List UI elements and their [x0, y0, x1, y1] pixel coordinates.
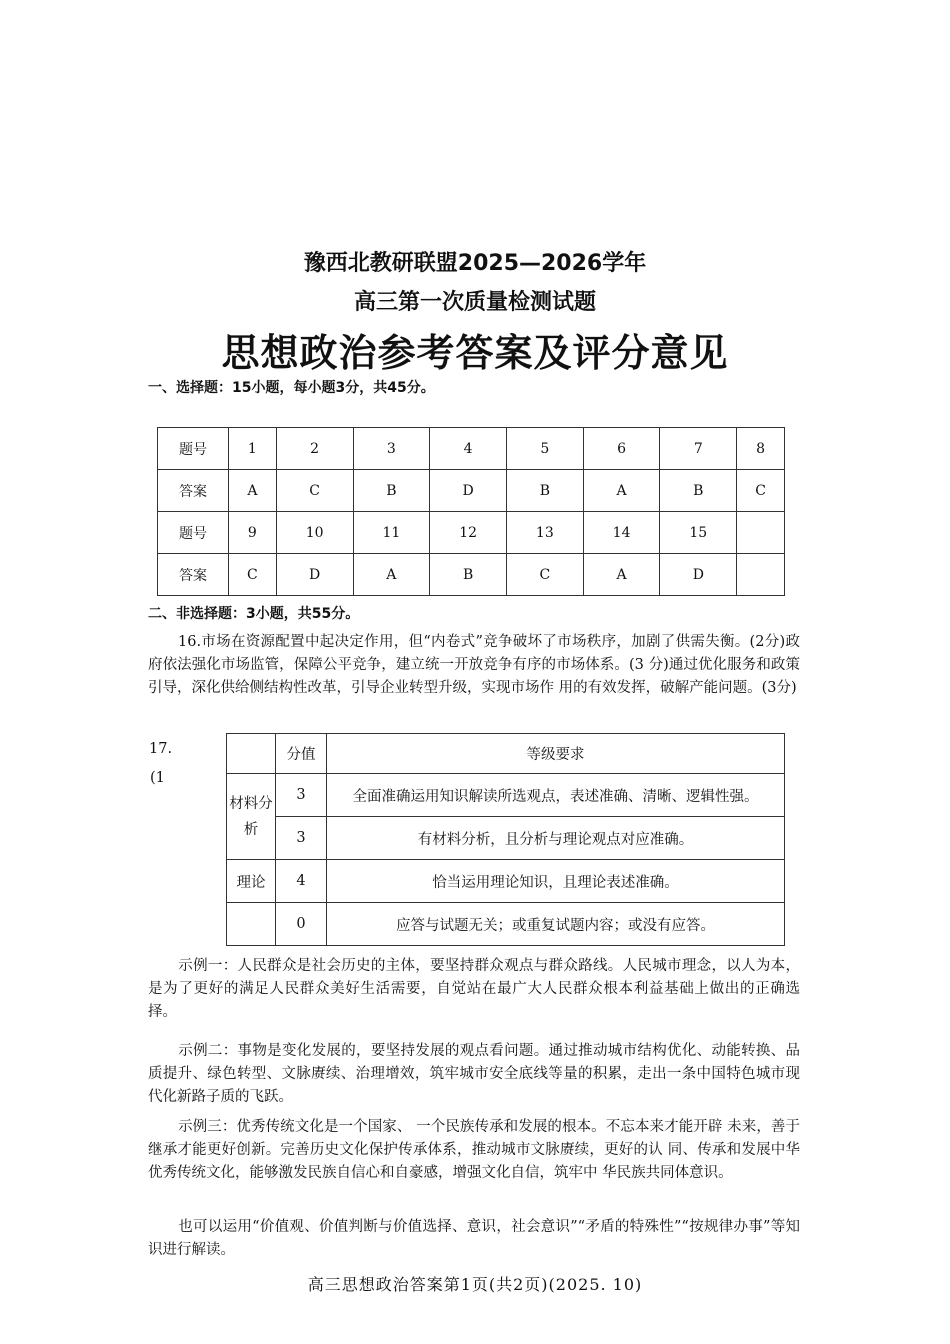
answer-cell: 11: [353, 512, 430, 554]
example-3-text: 示例三：优秀传统文化是一个国家、 一个民族传承和发展的根本。不忘本来才能开辟 未来，善于继承才能更好创新。完善历史文化保护传承体系，推动城市文脉赓续，更好的认 同、传承和发展中华优秀传统文化，能够激发民族自信心和自豪感，增强文化自信，筑牢中 华民族共同体意识。: [148, 1119, 800, 1181]
additional-note-text: 也可以运用“价值观、价值判断与价值选择、意识，社会意识”“矛盾的特殊性”“按规律办事”等知识进行解读。: [148, 1219, 800, 1258]
answer-cell: A: [353, 554, 430, 596]
example-1-text: 示例一：人民群众是社会历史的主体，要坚持群众观点与群众路线。人民城市理念，以人为本，是为了更好的满足人民群众美好生活需要，自觉站在最广大人民群众根本利益基础上做出的正确选择。: [148, 958, 800, 1020]
rubric-requirement: 应答与试题无关；或重复试题内容；或没有应答。: [327, 903, 785, 946]
answer-cell: D: [276, 554, 353, 596]
answer-table-row: [158, 470, 785, 512]
doc-title: 思想政治参考答案及评分意见: [221, 330, 729, 375]
q17-number: 17.: [149, 741, 173, 757]
answer-cell: 8: [737, 428, 785, 470]
answer-cell: [737, 512, 785, 554]
rubric-category-material: 材料分析: [227, 774, 276, 860]
exam-title: 高三第一次质量检测试题: [353, 290, 596, 315]
answer-table-row: [158, 428, 785, 470]
q17-subpart: (1: [150, 770, 165, 786]
answer-cell: 4: [430, 428, 507, 470]
answer-cell: B: [353, 470, 430, 512]
rubric-score: 3: [276, 817, 327, 860]
rubric-requirement: 全面准确运用知识解读所选观点，表述准确、清晰、逻辑性强。: [327, 774, 785, 817]
answer-cell: D: [660, 554, 737, 596]
answer-cell: C: [229, 554, 277, 596]
answer-cell: B: [430, 554, 507, 596]
example-2-text: 示例二：事物是变化发展的，要坚持发展的观点看问题。通过推动城市结构优化、动能转换、品质提升、绿色转型、文脉赓续、治理增效，筑牢城市安全底线等量的积累，走出一条中国特色城市现代化新路子质的飞跃。: [148, 1043, 800, 1105]
row-label: 答案: [158, 554, 229, 596]
row-label: 答案: [158, 470, 229, 512]
answer-cell: 10: [276, 512, 353, 554]
answer-table-row: [158, 554, 785, 596]
example-3: [148, 1116, 800, 1185]
page-footer: 高三思想政治答案第1页(共2页)(2025. 10): [307, 1275, 643, 1294]
example-2: [148, 1040, 800, 1109]
org-title: 豫西北教研联盟2025—2026学年: [303, 251, 647, 276]
answer-cell: 6: [583, 428, 660, 470]
answer-cell: A: [229, 470, 277, 512]
row-label: 题号: [158, 512, 229, 554]
answer-cell: 9: [229, 512, 277, 554]
answer-cell: 14: [583, 512, 660, 554]
answer-cell: C: [276, 470, 353, 512]
example-1: [148, 955, 800, 1024]
rubric-category-theory: 理论: [227, 860, 276, 903]
answer-cell: A: [583, 554, 660, 596]
q16-text: 16.市场在资源配置中起决定作用，但“内卷式”竞争破坏了市场秩序，加剧了供需失衡。(2分)政府依法强化市场监管，保障公平竞争，建立统一开放竞争有序的市场体系。(3 分)通过优化服务和政策引导，深化供给侧结构性改革，引导企业转型升级，实现市场作 用的有效发挥，破解产能问题。(3分): [148, 634, 800, 696]
answer-cell: C: [737, 470, 785, 512]
answer-cell: 5: [506, 428, 583, 470]
rubric-header-blank: [227, 734, 276, 774]
q17-rubric-table: [226, 733, 785, 946]
answer-cell: A: [583, 470, 660, 512]
rubric-header-score: 分值: [276, 734, 327, 774]
answer-cell: B: [506, 470, 583, 512]
answer-cell: 12: [430, 512, 507, 554]
section1-heading: 一、选择题：15小题，每小题3分，共45分。: [148, 380, 435, 396]
answer-cell: 15: [660, 512, 737, 554]
answer-cell: 3: [353, 428, 430, 470]
q16-answer: [148, 631, 800, 700]
rubric-score: 0: [276, 903, 327, 946]
answer-cell: 2: [276, 428, 353, 470]
rubric-header-requirement: 等级要求: [327, 734, 785, 774]
answer-cell: [737, 554, 785, 596]
rubric-score: 4: [276, 860, 327, 903]
additional-note: [148, 1216, 800, 1262]
answer-cell: D: [430, 470, 507, 512]
answer-cell: B: [660, 470, 737, 512]
rubric-requirement: 恰当运用理论知识，且理论表述准确。: [327, 860, 785, 903]
answer-cell: C: [506, 554, 583, 596]
answer-table: [157, 427, 785, 596]
section2-heading: 二、非选择题：3小题，共55分。: [148, 606, 360, 622]
rubric-score: 3: [276, 774, 327, 817]
row-label: 题号: [158, 428, 229, 470]
answer-cell: 13: [506, 512, 583, 554]
answer-table-row: [158, 512, 785, 554]
answer-cell: 7: [660, 428, 737, 470]
rubric-requirement: 有材料分析，且分析与理论观点对应准确。: [327, 817, 785, 860]
answer-cell: 1: [229, 428, 277, 470]
rubric-category-blank: [227, 903, 276, 946]
